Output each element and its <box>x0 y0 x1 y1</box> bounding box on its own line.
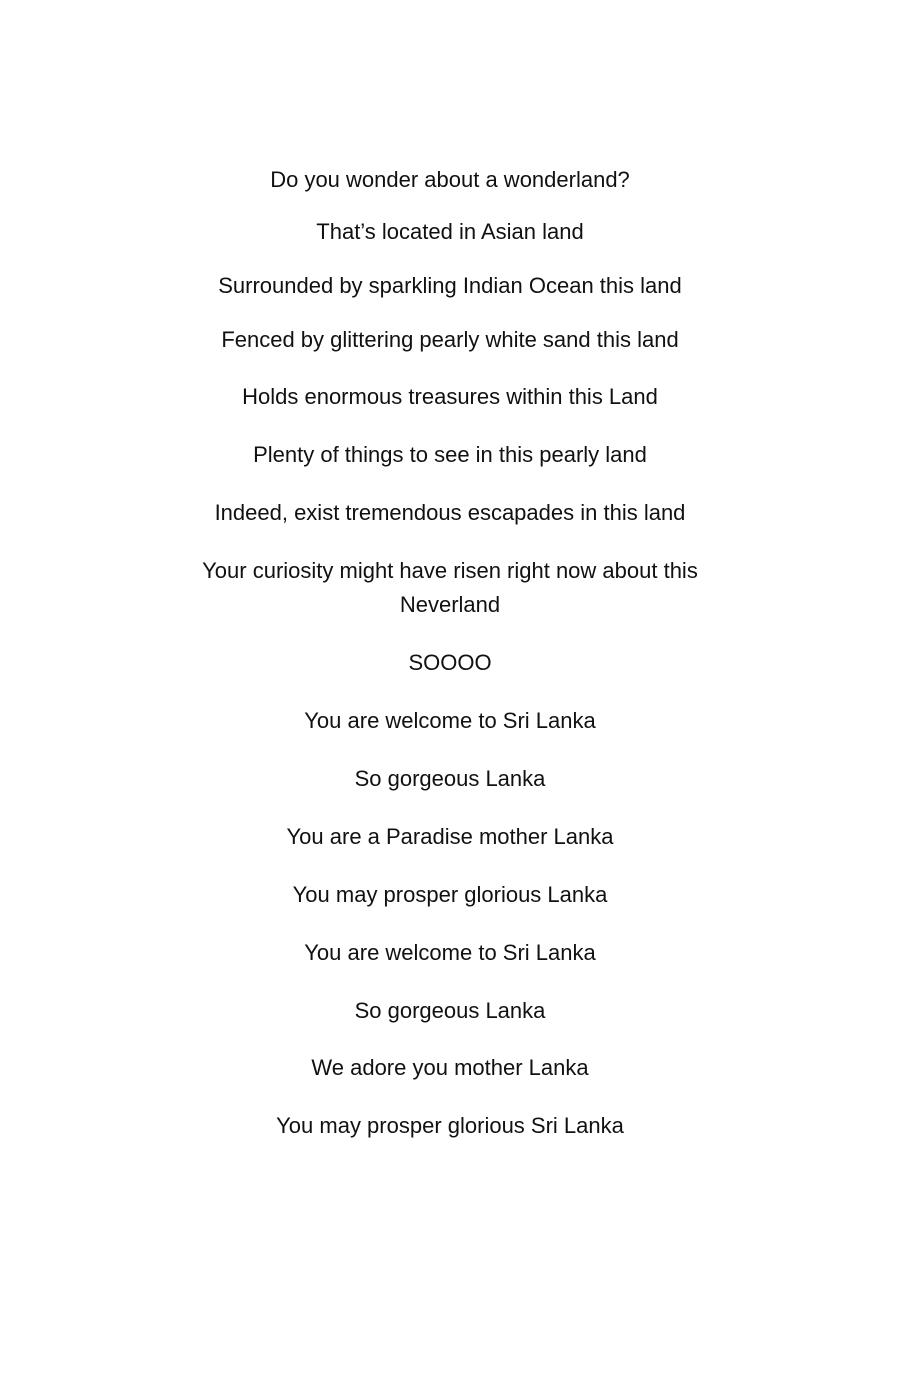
poem-line: Holds enormous treasures within this Land <box>242 384 658 409</box>
poem-line: Plenty of things to see in this pearly land <box>253 442 647 467</box>
poem-line: Indeed, exist tremendous escapades in this land <box>214 500 686 525</box>
poem-line: You are welcome to Sri Lanka <box>304 940 596 965</box>
poem-line: You are a Paradise mother Lanka <box>286 824 614 849</box>
poem-line: SOOOO <box>408 650 492 675</box>
poem-line: So gorgeous Lanka <box>354 998 546 1023</box>
poem-line: That’s located in Asian land <box>316 219 584 244</box>
poem-line: We adore you mother Lanka <box>311 1055 589 1080</box>
poem-line: Do you wonder about a wonderland? <box>270 167 630 192</box>
poem-line: Fenced by glittering pearly white sand this land <box>221 327 679 352</box>
poem-line: You may prosper glorious Lanka <box>292 882 608 907</box>
poem-line: Your curiosity might have risen right now about this Neverland <box>202 558 698 617</box>
poem-line: Surrounded by sparkling Indian Ocean this land <box>218 273 682 298</box>
poem-line: You are welcome to Sri Lanka <box>304 708 596 733</box>
poem-line: You may prosper glorious Sri Lanka <box>276 1113 624 1138</box>
poem-line: So gorgeous Lanka <box>354 766 546 791</box>
